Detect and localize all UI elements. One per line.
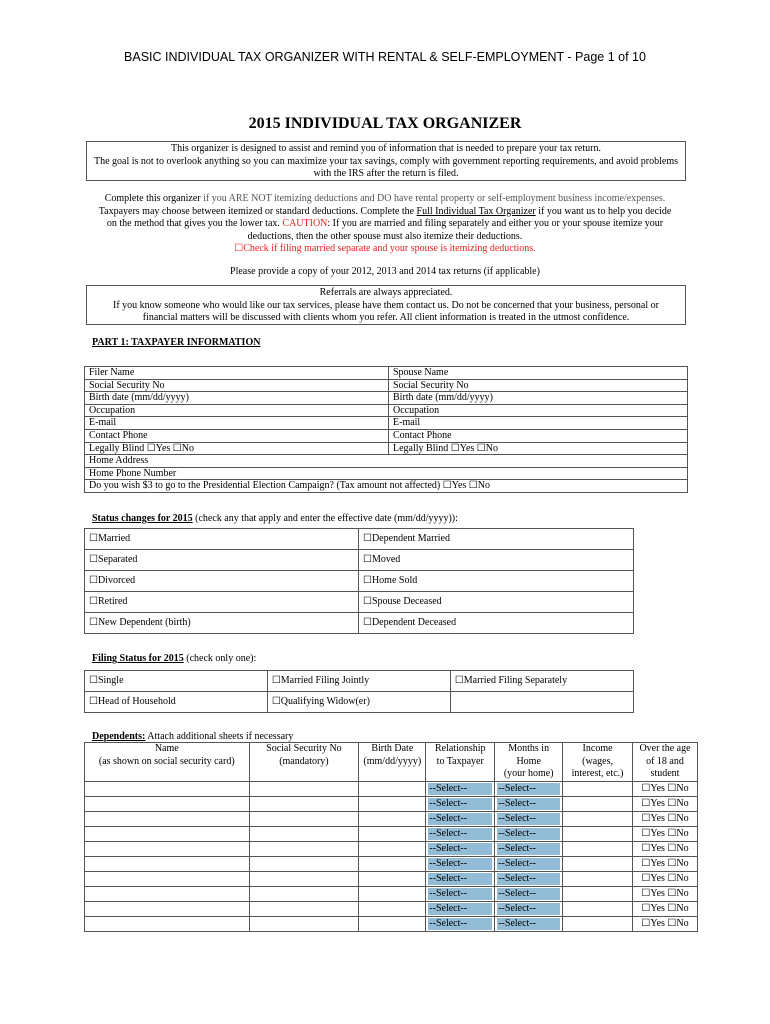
relationship-select[interactable]: --Select-- bbox=[428, 888, 492, 900]
dependent-income-field[interactable] bbox=[563, 902, 633, 917]
dependent-ssn-field[interactable] bbox=[249, 917, 359, 932]
dependent-row bbox=[85, 782, 698, 797]
dependent-income-field[interactable] bbox=[563, 917, 633, 932]
status-row bbox=[85, 529, 634, 550]
dependent-birthdate-field[interactable] bbox=[359, 872, 426, 887]
months-select[interactable]: --Select-- bbox=[497, 843, 560, 855]
dependent-row bbox=[85, 827, 698, 842]
filing-status-checkbox[interactable]: ☐Head of Household bbox=[85, 692, 268, 713]
months-select-cell bbox=[495, 782, 563, 797]
months-select-cell bbox=[495, 917, 563, 932]
household-field[interactable]: Do you wish $3 to go to the Presidential Election Campaign? (Tax amount not affected) ☐Yes ☐No bbox=[85, 480, 688, 493]
full-organizer-link[interactable]: Full Individual Tax Organizer bbox=[416, 205, 536, 217]
student-yes-no-checkbox[interactable]: ☐Yes ☐No bbox=[632, 917, 697, 932]
months-select-cell bbox=[495, 842, 563, 857]
spouse-field[interactable]: Legally Blind ☐Yes ☐No bbox=[389, 442, 688, 455]
dependent-income-field[interactable] bbox=[563, 782, 633, 797]
dependent-name-field[interactable] bbox=[85, 782, 250, 797]
taxpayer-row bbox=[85, 392, 688, 405]
filer-field[interactable]: Social Security No bbox=[85, 379, 389, 392]
taxpayer-row bbox=[85, 367, 688, 380]
dependent-row bbox=[85, 902, 698, 917]
dependent-ssn-field[interactable] bbox=[249, 797, 359, 812]
household-field[interactable]: Home Address bbox=[85, 455, 688, 468]
dependents-note: Attach additional sheets if necessary bbox=[145, 731, 294, 742]
taxpayer-table bbox=[84, 366, 688, 493]
column-header: Income (wages, interest, etc.) bbox=[563, 743, 633, 782]
status-note: (check any that apply and enter the effective date (mm/dd/yyyy)): bbox=[192, 513, 458, 524]
dependents-title: Dependents: bbox=[92, 731, 146, 742]
filing-status-checkbox[interactable]: ☐Single bbox=[85, 671, 268, 692]
relationship-select-cell bbox=[426, 812, 495, 827]
relationship-select[interactable]: --Select-- bbox=[428, 843, 492, 855]
relationship-select-cell bbox=[426, 872, 495, 887]
married-separate-checkbox[interactable]: ☐Check if filing married separate and your spouse is itemizing deductions. bbox=[234, 243, 536, 254]
status-checkbox[interactable]: ☐Retired bbox=[85, 592, 359, 613]
relationship-select-cell bbox=[426, 887, 495, 902]
column-header: Relationship to Taxpayer bbox=[426, 743, 495, 782]
column-header: Over the age of 18 and student bbox=[632, 743, 697, 782]
dependent-ssn-field[interactable] bbox=[249, 812, 359, 827]
dependent-income-field[interactable] bbox=[563, 827, 633, 842]
status-row bbox=[85, 571, 634, 592]
months-select-cell bbox=[495, 872, 563, 887]
status-checkbox[interactable]: ☐Divorced bbox=[85, 571, 359, 592]
dependent-ssn-field[interactable] bbox=[249, 902, 359, 917]
student-yes-no-checkbox[interactable]: ☐Yes ☐No bbox=[632, 782, 697, 797]
spouse-field[interactable]: Occupation bbox=[389, 404, 688, 417]
months-select[interactable]: --Select-- bbox=[497, 783, 560, 795]
student-yes-no-checkbox[interactable]: ☐Yes ☐No bbox=[632, 827, 697, 842]
dependent-birthdate-field[interactable] bbox=[359, 827, 426, 842]
relationship-select-cell bbox=[426, 797, 495, 812]
months-select[interactable]: --Select-- bbox=[497, 903, 560, 915]
provide-returns: Please provide a copy of your 2012, 2013 and 2014 tax returns (if applicable) bbox=[230, 266, 540, 277]
months-select[interactable]: --Select-- bbox=[497, 918, 560, 930]
taxpayer-row bbox=[85, 442, 688, 455]
dependent-ssn-field[interactable] bbox=[249, 827, 359, 842]
dependent-name-field[interactable] bbox=[85, 797, 250, 812]
filing-title: Filing Status for 2015 bbox=[92, 653, 184, 664]
months-select[interactable]: --Select-- bbox=[497, 828, 560, 840]
taxpayer-row bbox=[85, 455, 688, 468]
dependent-row bbox=[85, 917, 698, 932]
dependent-income-field[interactable] bbox=[563, 797, 633, 812]
months-select[interactable]: --Select-- bbox=[497, 813, 560, 825]
dependent-birthdate-field[interactable] bbox=[359, 812, 426, 827]
dependent-ssn-field[interactable] bbox=[249, 872, 359, 887]
referral-line: Referrals are always appreciated. bbox=[319, 287, 453, 298]
instr-text: deductions, then the other spouse must also itemize their deductions. bbox=[247, 230, 523, 242]
dependent-income-field[interactable] bbox=[563, 872, 633, 887]
dependent-birthdate-field[interactable] bbox=[359, 842, 426, 857]
instructions bbox=[70, 193, 700, 256]
column-header: Months in Home (your home) bbox=[495, 743, 563, 782]
status-row bbox=[85, 550, 634, 571]
taxpayer-row bbox=[85, 467, 688, 480]
dependent-row bbox=[85, 812, 698, 827]
months-select[interactable]: --Select-- bbox=[497, 858, 560, 870]
dependents-heading bbox=[92, 731, 293, 742]
status-checkbox[interactable]: ☐Dependent Married bbox=[359, 529, 634, 550]
intro-line: The goal is not to overlook anything so you can maximize your tax savings, comply with government reporting requirements, and avoid problems bbox=[93, 155, 679, 167]
relationship-select[interactable]: --Select-- bbox=[428, 813, 492, 825]
filing-status-checkbox[interactable]: ☐Married Filing Jointly bbox=[267, 671, 450, 692]
instr-lead: Complete this organizer bbox=[104, 193, 201, 204]
filing-status-checkbox[interactable]: ☐Married Filing Separately bbox=[450, 671, 633, 692]
spouse-field[interactable]: Birth date (mm/dd/yyyy) bbox=[389, 392, 688, 405]
referral-line: financial matters will be discussed with clients whom you refer. All client information is treated in the utmost confidence. bbox=[142, 312, 630, 323]
filing-row bbox=[85, 671, 634, 692]
status-checkbox[interactable]: ☐Married bbox=[85, 529, 359, 550]
taxpayer-row bbox=[85, 379, 688, 392]
dependent-birthdate-field[interactable] bbox=[359, 887, 426, 902]
relationship-select-cell bbox=[426, 902, 495, 917]
dependent-row bbox=[85, 872, 698, 887]
spouse-field[interactable]: Social Security No bbox=[389, 379, 688, 392]
filer-field[interactable]: Birth date (mm/dd/yyyy) bbox=[85, 392, 389, 405]
filer-field[interactable]: E-mail bbox=[85, 417, 389, 430]
dependent-name-field[interactable] bbox=[85, 812, 250, 827]
months-select[interactable]: --Select-- bbox=[497, 873, 560, 885]
dependent-name-field[interactable] bbox=[85, 827, 250, 842]
filer-field[interactable]: Filer Name bbox=[85, 367, 389, 380]
relationship-select-cell bbox=[426, 842, 495, 857]
instr-text: on the method that gives you the lower tax. bbox=[106, 218, 283, 229]
dependent-income-field[interactable] bbox=[563, 887, 633, 902]
spouse-field[interactable]: E-mail bbox=[389, 417, 688, 430]
dependent-ssn-field[interactable] bbox=[249, 857, 359, 872]
relationship-select[interactable]: --Select-- bbox=[428, 798, 492, 810]
months-select-cell bbox=[495, 887, 563, 902]
relationship-select[interactable]: --Select-- bbox=[428, 828, 492, 840]
dependent-birthdate-field[interactable] bbox=[359, 782, 426, 797]
dependent-income-field[interactable] bbox=[563, 857, 633, 872]
column-header: Social Security No (mandatory) bbox=[249, 743, 359, 782]
status-title: Status changes for 2015 bbox=[92, 513, 193, 524]
status-row bbox=[85, 613, 634, 634]
page-title: 2015 INDIVIDUAL TAX ORGANIZER bbox=[248, 115, 522, 132]
dependent-birthdate-field[interactable] bbox=[359, 902, 426, 917]
instr-text: : If you are married and filing separately and either you or your spouse itemize your bbox=[327, 218, 664, 229]
status-checkbox[interactable]: ☐New Dependent (birth) bbox=[85, 613, 359, 634]
relationship-select[interactable]: --Select-- bbox=[428, 903, 492, 915]
filing-status-table bbox=[84, 670, 634, 713]
instr-text: Taxpayers may choose between itemized or standard deductions. Complete the bbox=[98, 205, 417, 217]
spouse-field[interactable]: Spouse Name bbox=[389, 367, 688, 380]
dependent-row bbox=[85, 857, 698, 872]
filing-row bbox=[85, 692, 634, 713]
dependent-birthdate-field[interactable] bbox=[359, 857, 426, 872]
relationship-select[interactable]: --Select-- bbox=[428, 918, 492, 930]
relationship-select-cell bbox=[426, 917, 495, 932]
relationship-select[interactable]: --Select-- bbox=[428, 873, 492, 885]
dependent-name-field[interactable] bbox=[85, 857, 250, 872]
dependent-ssn-field[interactable] bbox=[249, 842, 359, 857]
filing-status-checkbox[interactable]: ☐Qualifying Widow(er) bbox=[267, 692, 450, 713]
status-checkbox[interactable]: ☐Moved bbox=[359, 550, 634, 571]
status-checkbox[interactable]: ☐Dependent Deceased bbox=[359, 613, 634, 634]
status-table bbox=[84, 528, 634, 634]
instr-text: if you want us to help you decide bbox=[535, 205, 672, 217]
student-yes-no-checkbox[interactable]: ☐Yes ☐No bbox=[632, 887, 697, 902]
student-yes-no-checkbox[interactable]: ☐Yes ☐No bbox=[632, 857, 697, 872]
filer-field[interactable]: Legally Blind ☐Yes ☐No bbox=[85, 442, 389, 455]
dependent-birthdate-field[interactable] bbox=[359, 797, 426, 812]
months-select[interactable]: --Select-- bbox=[497, 798, 560, 810]
filing-heading bbox=[92, 653, 256, 664]
intro-box bbox=[86, 141, 686, 181]
relationship-select-cell bbox=[426, 782, 495, 797]
status-checkbox[interactable]: ☐Separated bbox=[85, 550, 359, 571]
dependent-ssn-field[interactable] bbox=[249, 887, 359, 902]
dependent-ssn-field[interactable] bbox=[249, 782, 359, 797]
status-heading bbox=[92, 513, 458, 524]
dependents-header bbox=[85, 743, 698, 782]
part1-heading: PART 1: TAXPAYER INFORMATION bbox=[92, 337, 261, 348]
dependent-name-field[interactable] bbox=[85, 902, 250, 917]
status-row bbox=[85, 592, 634, 613]
taxpayer-row bbox=[85, 429, 688, 442]
instr-rest: if you ARE NOT itemizing deductions and DO have rental property or self-employment business income/expenses. bbox=[200, 193, 666, 204]
intro-line: This organizer is designed to assist and remind you of information that is needed to prepare your tax return. bbox=[171, 143, 601, 154]
relationship-select[interactable]: --Select-- bbox=[428, 783, 492, 795]
filing-note: (check only one): bbox=[183, 653, 257, 664]
student-yes-no-checkbox[interactable]: ☐Yes ☐No bbox=[632, 902, 697, 917]
dependent-income-field[interactable] bbox=[563, 812, 633, 827]
months-select[interactable]: --Select-- bbox=[497, 888, 560, 900]
intro-line: with the IRS after the return is filed. bbox=[313, 168, 459, 179]
months-select-cell bbox=[495, 902, 563, 917]
months-select-cell bbox=[495, 797, 563, 812]
dependent-name-field[interactable] bbox=[85, 887, 250, 902]
dependent-row bbox=[85, 887, 698, 902]
taxpayer-row bbox=[85, 404, 688, 417]
filer-field[interactable]: Contact Phone bbox=[85, 429, 389, 442]
filer-field[interactable]: Occupation bbox=[85, 404, 389, 417]
dependent-income-field[interactable] bbox=[563, 842, 633, 857]
relationship-select-cell bbox=[426, 827, 495, 842]
student-yes-no-checkbox[interactable]: ☐Yes ☐No bbox=[632, 812, 697, 827]
student-yes-no-checkbox[interactable]: ☐Yes ☐No bbox=[632, 872, 697, 887]
column-header: Name (as shown on social security card) bbox=[85, 743, 250, 782]
dependents-table bbox=[84, 742, 698, 932]
months-select-cell bbox=[495, 812, 563, 827]
months-select-cell bbox=[495, 857, 563, 872]
months-select-cell bbox=[495, 827, 563, 842]
relationship-select-cell bbox=[426, 857, 495, 872]
status-checkbox[interactable]: ☐Home Sold bbox=[359, 571, 634, 592]
student-yes-no-checkbox[interactable]: ☐Yes ☐No bbox=[632, 797, 697, 812]
dependent-birthdate-field[interactable] bbox=[359, 917, 426, 932]
caution-label: CAUTION bbox=[282, 218, 328, 229]
dependent-name-field[interactable] bbox=[85, 842, 250, 857]
spouse-field[interactable]: Contact Phone bbox=[389, 429, 688, 442]
status-checkbox[interactable]: ☐Spouse Deceased bbox=[359, 592, 634, 613]
filing-status-checkbox[interactable] bbox=[450, 692, 633, 713]
student-yes-no-checkbox[interactable]: ☐Yes ☐No bbox=[632, 842, 697, 857]
referrals-box bbox=[86, 285, 686, 325]
column-header: Birth Date (mm/dd/yyyy) bbox=[359, 743, 426, 782]
dependent-row bbox=[85, 842, 698, 857]
taxpayer-row bbox=[85, 417, 688, 430]
page-header: BASIC INDIVIDUAL TAX ORGANIZER WITH RENTAL & SELF-EMPLOYMENT - Page 1 of 10 bbox=[124, 50, 646, 64]
dependent-name-field[interactable] bbox=[85, 917, 250, 932]
referral-line: If you know someone who would like our tax services, please have them contact us. Do not be concerned that your business, personal or bbox=[113, 299, 659, 311]
relationship-select[interactable]: --Select-- bbox=[428, 858, 492, 870]
taxpayer-row bbox=[85, 480, 688, 493]
dependent-name-field[interactable] bbox=[85, 872, 250, 887]
dependent-row bbox=[85, 797, 698, 812]
household-field[interactable]: Home Phone Number bbox=[85, 467, 688, 480]
